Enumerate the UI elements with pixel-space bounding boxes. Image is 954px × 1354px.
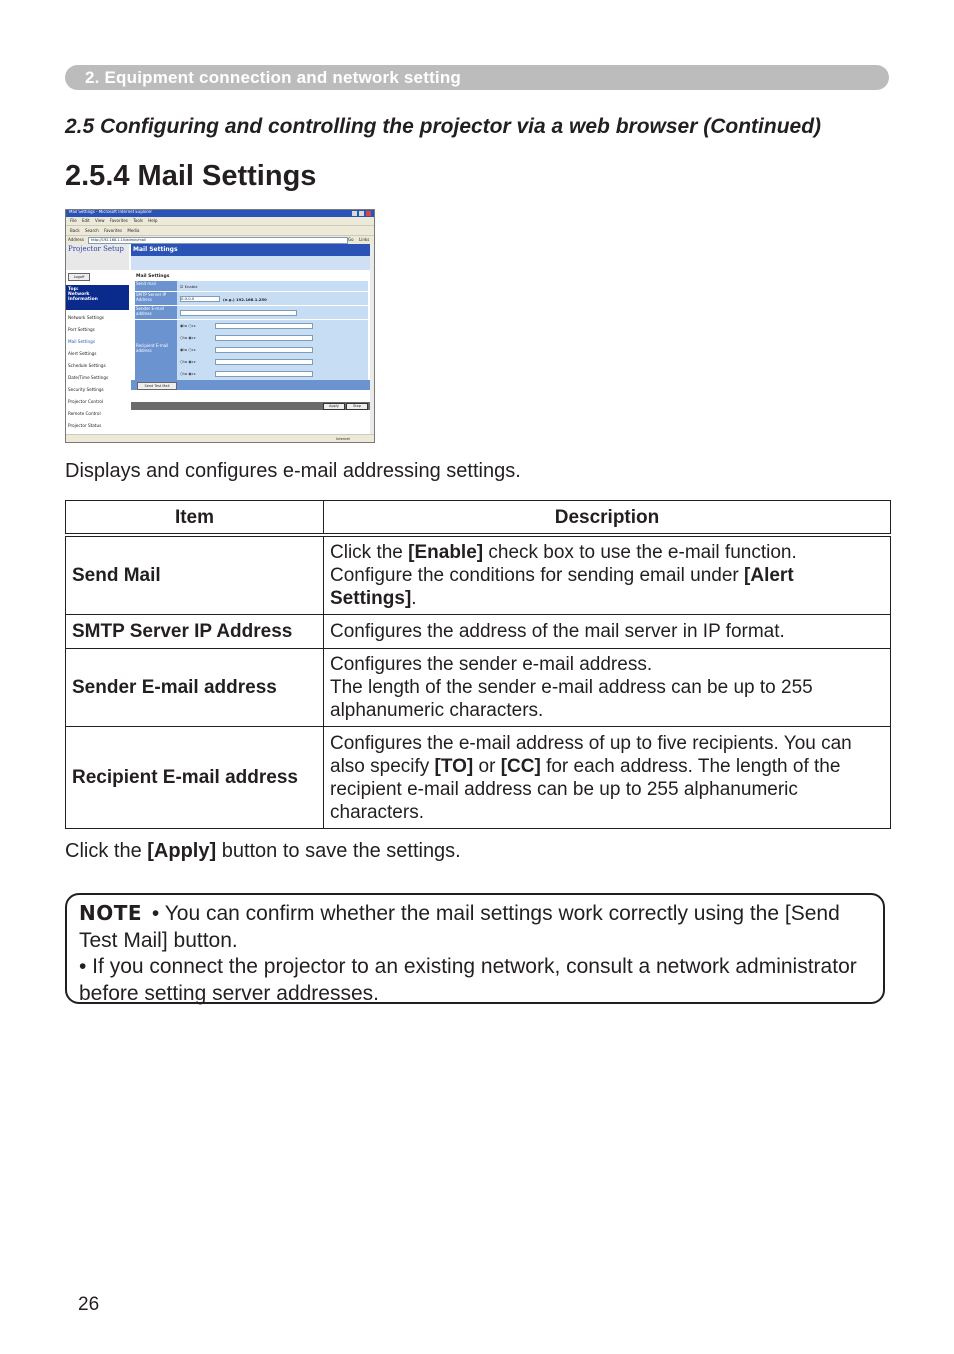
browser-toolbar: [66, 225, 374, 235]
row-description: Click the [Enable] check box to use the e-mail function. Configure the conditions for sending email under [Alert Settings].: [324, 535, 891, 615]
note-label: NOTE: [79, 901, 143, 925]
browser-address-bar: [66, 235, 374, 244]
row-description: Configures the sender e-mail address. The length of the sender e-mail address can be up to 255 alphanumeric characters.: [324, 649, 891, 727]
maximize-icon: [359, 211, 364, 216]
menu-tools: Tools: [133, 218, 144, 223]
page-title: 2.5.4 Mail Settings: [65, 160, 317, 192]
recipient-input-1: [215, 323, 313, 329]
address-field: http://192.168.1.10/admin/mail: [88, 237, 348, 244]
send-mail-row: Send mail ☑ Enable: [135, 281, 368, 292]
table-row: [66, 727, 891, 829]
mail-settings-panel: [131, 244, 370, 436]
apply-instruction: Click the [Apply] button to save the settings.: [65, 840, 461, 862]
nav-projector-status: Projector Status: [68, 423, 102, 428]
toolbar-media: Media: [127, 228, 140, 233]
row-description: Configures the e-mail address of up to five recipients. You can also specify [TO] or [CC] for each address. The length of the recipient e-mail address can be up to 255 alphanumeric characters.: [324, 727, 891, 829]
toolbar-search: Search: [85, 228, 99, 233]
note-line-1: NOTE • You can confirm whether the mail settings work correctly using the [Send Test Mail] button.: [79, 901, 840, 952]
nav-alert-settings: Alert Settings: [68, 351, 97, 356]
nav-port-settings: Port Settings: [68, 327, 95, 332]
menu-favorites: Favorites: [109, 218, 128, 223]
browser-menubar: [66, 217, 374, 225]
toolbar-favorites: Favorites: [104, 228, 123, 233]
table-row: [66, 649, 891, 727]
stop-button: Stop: [346, 403, 368, 410]
setup-sidebar: [66, 244, 129, 434]
intro-text: Displays and configures e-mail addressing settings.: [65, 460, 521, 482]
send-test-mail-button: Send Test Mail: [137, 382, 177, 390]
table-row: [66, 615, 891, 649]
nav-network-settings: Network Settings: [68, 315, 104, 320]
row-item: SMTP Server IP Address: [66, 615, 324, 649]
browser-screenshot: [65, 209, 375, 443]
table-header-row: [66, 501, 891, 536]
nav-mail-settings: Mail Settings: [68, 339, 96, 344]
logoff-button: Logoff: [68, 273, 90, 281]
row-item: Send Mail: [66, 535, 324, 615]
scrollbar: [370, 244, 374, 434]
row-item: Sender E-mail address: [66, 649, 324, 727]
menu-file: File: [70, 218, 77, 223]
header-description: Description: [324, 501, 891, 536]
sender-input: [180, 310, 297, 316]
panel-banner-strip: [131, 256, 370, 270]
toolbar-back: Back: [70, 228, 80, 233]
mail-settings-heading: Mail Settings: [136, 274, 170, 279]
browser-window-title: Mail Settings - Microsoft Internet Explorer: [69, 209, 153, 214]
links-label: Links: [359, 237, 370, 242]
note-line-2: • If you connect the projector to an existing network, consult a network administrator before setting server addresses.: [79, 955, 857, 1005]
browser-statusbar: [66, 434, 374, 443]
minimize-icon: [352, 211, 357, 216]
menu-edit: Edit: [81, 218, 90, 223]
enable-checkbox-label: ☑ Enable: [180, 284, 198, 289]
smtp-input: 0.0.0.0: [180, 296, 220, 302]
row-description: Configures the address of the mail server in IP format.: [324, 615, 891, 649]
nav-date-time-settings: Date/Time Settings: [68, 375, 109, 380]
close-icon: [366, 211, 371, 216]
setup-nav-list: [68, 312, 108, 432]
recipient-input-4: [215, 359, 313, 365]
row-item: Recipient E-mail address: [66, 727, 324, 829]
go-button: Go: [348, 237, 354, 242]
status-zone: Internet: [336, 437, 350, 441]
section-header-text: 2. Equipment connection and network setting: [85, 68, 462, 87]
recipient-row: Recipient E-mail address ◉to ○cc ○to ◉cc ◉to ○cc ○to ◉cc ○to ◉cc: [135, 320, 368, 381]
nav-remote-control: Remote Control: [68, 411, 101, 416]
menu-view: View: [95, 218, 105, 223]
table-row: [66, 535, 891, 615]
browser-titlebar: [66, 210, 374, 217]
smtp-example: (e.g.) 192.168.1.250: [223, 297, 267, 302]
smtp-row: SMTP Server IP Address 0.0.0.0 (e.g.) 192.168.1.250: [135, 292, 368, 306]
page-number: 26: [78, 1294, 100, 1315]
menu-help: Help: [148, 218, 158, 223]
projector-setup-logo: Projector Setup: [66, 244, 129, 270]
page-subtitle: 2.5 Configuring and controlling the projector via a web browser (Continued): [65, 115, 822, 138]
recipient-input-3: [215, 347, 313, 353]
nav-security-settings: Security Settings: [68, 387, 104, 392]
recipient-input-5: [215, 371, 313, 377]
address-label: Address: [68, 237, 84, 242]
top-network-information: Top: Network Information: [66, 285, 129, 310]
sender-row: Sender E-mail address: [135, 306, 368, 320]
panel-banner: Mail Settings: [131, 244, 370, 256]
nav-schedule-settings: Schedule Settings: [68, 363, 106, 368]
header-item: Item: [66, 501, 324, 536]
note-box: [65, 893, 885, 1004]
section-header-bar: [65, 65, 889, 90]
nav-projector-control: Projector Control: [68, 399, 104, 404]
apply-button: Apply: [323, 403, 345, 410]
recipient-input-2: [215, 335, 313, 341]
settings-table: [65, 500, 891, 829]
